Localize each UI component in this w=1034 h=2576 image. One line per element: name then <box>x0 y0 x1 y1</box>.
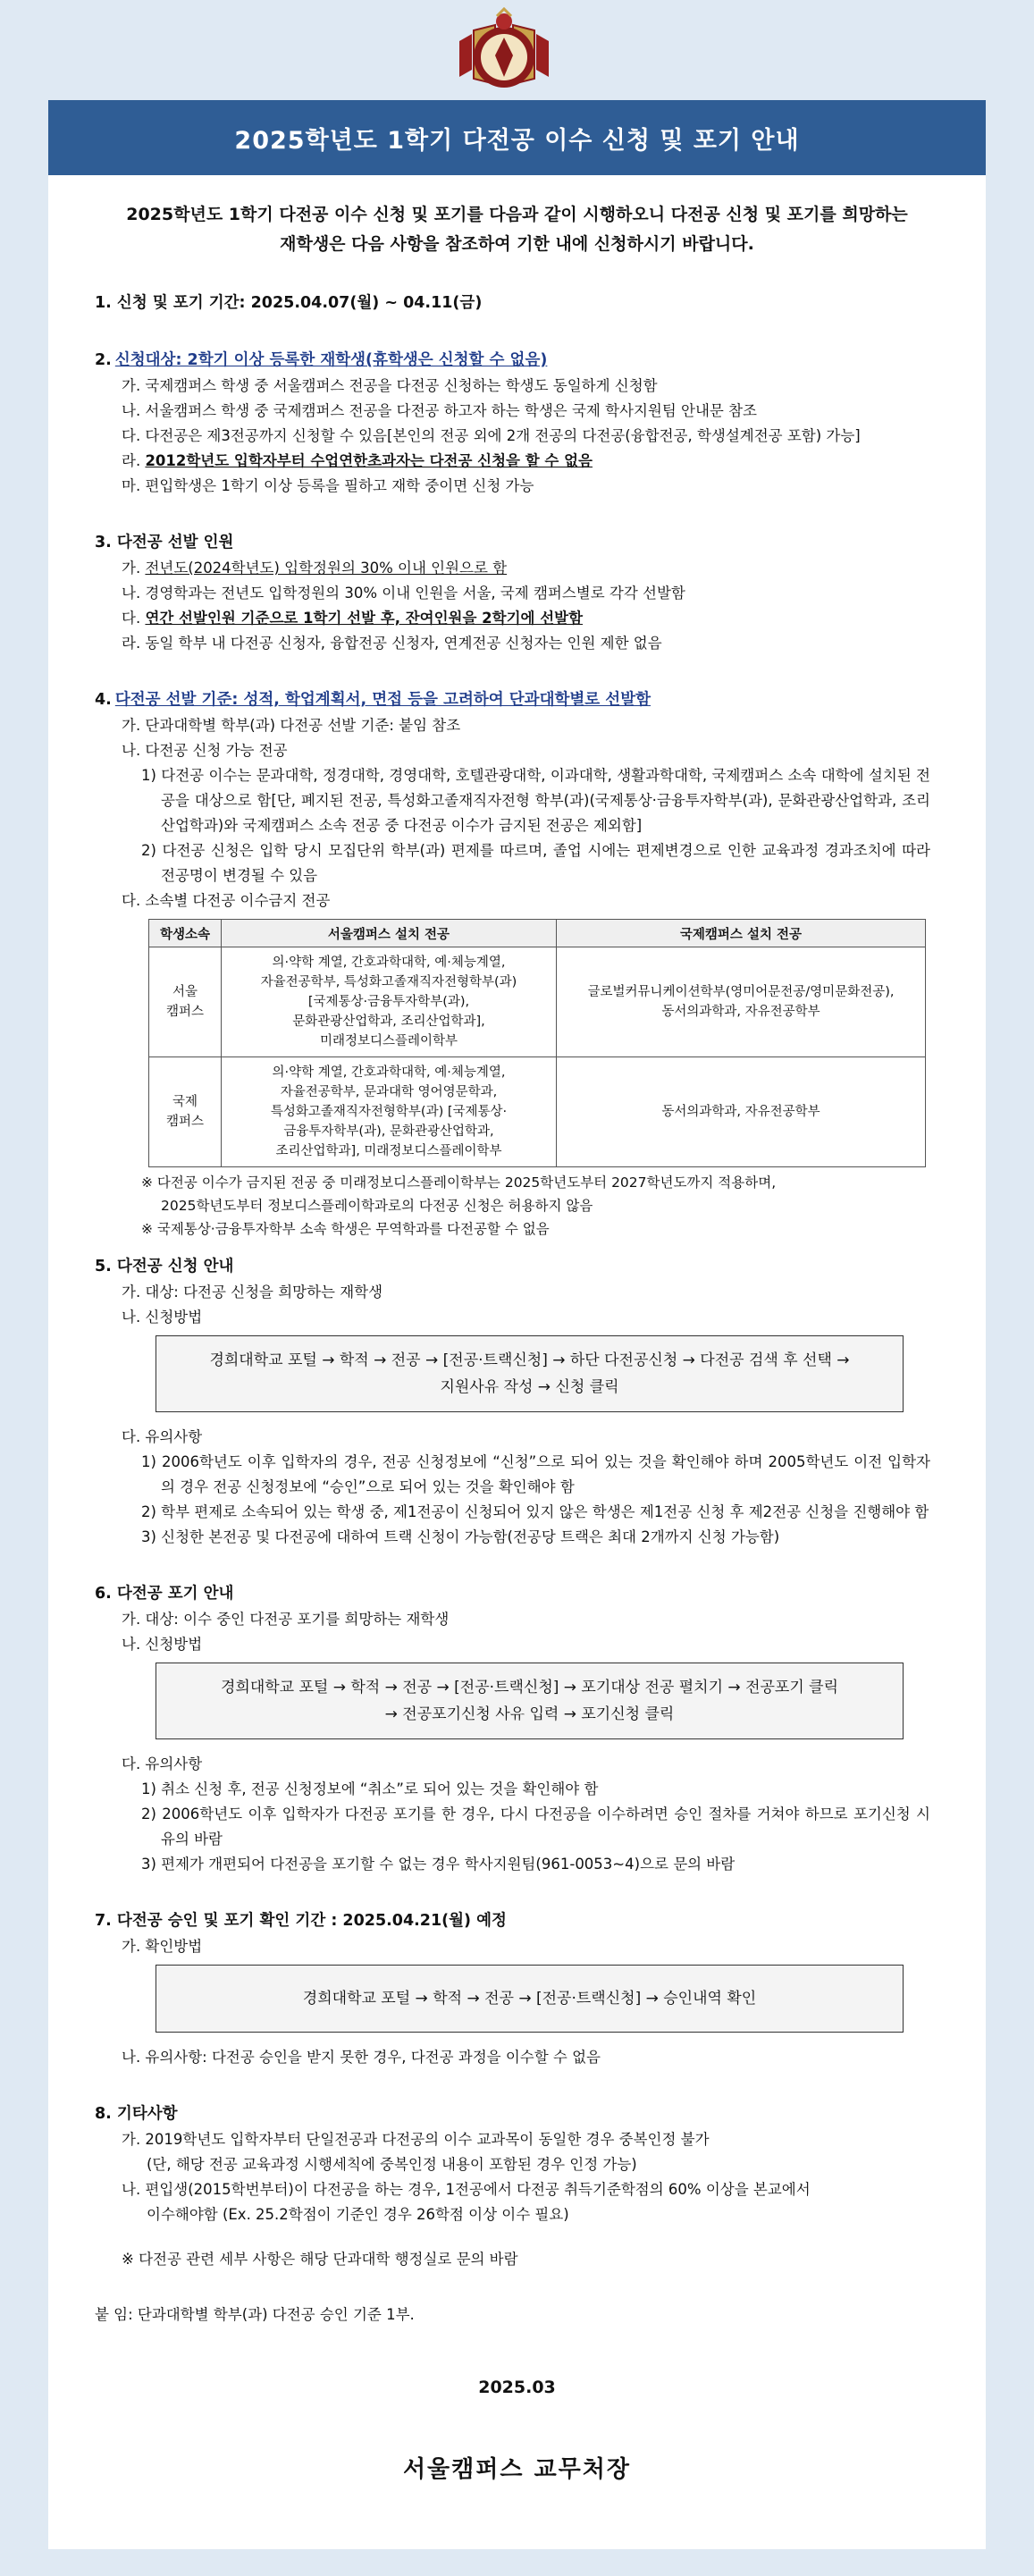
sub-list-item: 3) 신청한 본전공 및 다전공에 대하여 트랙 신청이 가능함(전공당 트랙은 최대 2개까지 신청 가능함) <box>141 1528 780 1545</box>
list-item: 라. 동일 학부 내 다전공 신청자, 융합전공 신청자, 연계전공 신청자는 인원 제한 없음 <box>122 635 662 652</box>
intro-line: 재학생은 다음 사항을 참조하여 기한 내에 신청하시기 바랍니다. <box>280 234 754 254</box>
cell-line: 자율전공학부, 문과대학 영어영문학과, <box>280 1085 498 1099</box>
list-item: 가. 대상: 이수 중인 다전공 포기를 희망하는 재학생 <box>122 1611 450 1628</box>
sub-list-item: 1) 취소 신청 후, 전공 신청정보에 “취소”로 되어 있는 것을 확인해야 함 <box>141 1780 599 1797</box>
table-cell-affiliation <box>149 947 222 1057</box>
list-item: 다. 다전공은 제3전공까지 신청할 수 있음[본인의 전공 외에 2개 전공의 다전공(융합전공, 학생설계전공 포함) 가능] <box>122 427 861 444</box>
procedure-line: → 전공포기신청 사유 입력 → 포기신청 클릭 <box>384 1705 675 1723</box>
list-item: 다. 유의사항 <box>122 1428 203 1445</box>
table-row <box>149 1057 926 1167</box>
table-cell-affiliation <box>149 1057 222 1167</box>
section-number: 4. <box>95 691 112 709</box>
list-item-emphasis: 전년도(2024학년도) 입학정원의 30% 이내 인원으로 함 <box>145 560 508 577</box>
cell-line: 의·약학 계열, 간호과학대학, 예·체능계열, <box>272 955 506 970</box>
cell-line: 의·약학 계열, 간호과학대학, 예·체능계열, <box>272 1065 506 1080</box>
list-item: 가. 국제캠퍼스 학생 중 서울캠퍼스 전공을 다전공 신청하는 학생도 동일하게 신청함 <box>122 377 658 394</box>
attachment-line: 붙 임: 단과대학별 학부(과) 다전공 승인 기준 1부. <box>95 2306 415 2323</box>
procedure-line: 지원사유 작성 → 신청 클릭 <box>440 1378 619 1396</box>
section-confirm <box>95 1907 939 2070</box>
cell-line: 국제 <box>172 1095 198 1109</box>
section-heading-text: 다전공 선발 기준: 성적, 학업계획서, 면접 등을 고려하여 단과대학별로 선발함 <box>114 691 652 709</box>
list-item: 나. 편입생(2015학번부터)이 다전공을 하는 경우, 1전공에서 다전공 취득기준학점의 60% 이상을 본교에서 <box>122 2181 811 2198</box>
list-item: 나. 유의사항: 다전공 승인을 받지 못한 경우, 다전공 과정을 이수할 수 없음 <box>122 2049 601 2066</box>
list-item: 가. 확인방법 <box>122 1938 203 1955</box>
prohibited-majors-table <box>148 919 926 1167</box>
list-item: 나. 신청방법 <box>122 1309 203 1326</box>
section-period <box>95 290 939 316</box>
footnote: ※ 다전공 이수가 금지된 전공 중 미래정보디스플레이학부는 2025학년도부터 2027학년도까지 적용하며, <box>141 1174 777 1191</box>
list-item: 가. 단과대학별 학부(과) 다전공 선발 기준: 붙임 참조 <box>122 717 461 734</box>
list-item-prefix: 라. <box>122 452 146 469</box>
list-item-emphasis: 연간 선발인원 기준으로 1학기 선발 후, 잔여인원을 2학기에 선발함 <box>145 610 584 627</box>
list-item-continuation: (단, 해당 전공 교육과정 시행세칙에 중복인정 내용이 포함된 경우 인정 가능) <box>147 2156 637 2173</box>
list-item: 나. 경영학과는 전년도 입학정원의 30% 이내 인원을 서울, 국제 캠퍼스별로 각각 선발함 <box>122 585 685 602</box>
table-cell-intl <box>557 947 926 1057</box>
list-item: 가. 2019학년도 입학자부터 단일전공과 다전공의 이수 교과목이 동일한 경우 중복인정 불가 <box>122 2131 710 2148</box>
cell-line: 서울 <box>172 985 198 999</box>
section-heading <box>95 347 939 374</box>
section-heading: 6. 다전공 포기 안내 <box>95 1585 234 1603</box>
list-item <box>95 556 939 581</box>
issue-date: 2025.03 <box>478 2378 556 2397</box>
cell-line: 자율전공학부, 특성화고졸재직자전형학부(과) <box>260 975 517 989</box>
sub-list-item: 2) 학부 편제로 소속되어 있는 학생 중, 제1전공이 신청되어 있지 않은 학생은 제1전공 신청 후 제2전공 신청을 진행해야 함 <box>141 1503 929 1520</box>
section-heading: 8. 기타사항 <box>95 2105 178 2123</box>
section-quota <box>95 529 939 656</box>
table-cell-seoul <box>222 1057 557 1167</box>
procedure-box <box>156 1663 904 1739</box>
cell-line: 문화관광산업학과, 조리산업학과], <box>292 1014 485 1029</box>
table-row <box>149 947 926 1057</box>
section-number: 2. <box>95 351 112 369</box>
procedure-line: 경희대학교 포털 → 학적 → 전공 → [전공·트랙신청] → 포기대상 전공 펼치기 → 전공포기 클릭 <box>220 1679 839 1696</box>
list-item-prefix: 가. <box>122 560 146 577</box>
section-heading: 7. 다전공 승인 및 포기 확인 기간 : 2025.04.21(월) 예정 <box>95 1912 507 1930</box>
sub-list-item: 1) 다전공 이수는 문과대학, 정경대학, 경영대학, 호텔관광대학, 이과대학, 생활과학대학, 국제캠퍼스 소속 대학에 설치된 전공을 대상으로 함[단, 폐지된 전공, 특성화고졸재직자전형 학부(과)(국제통상·금융투자학부(과), 문화관광산업학과, 조리산업학과)와 국제캠퍼스 소속 전공 중 다전공 이수가 금지된 전공은 제외함] <box>141 767 930 834</box>
table-header-row <box>149 920 926 947</box>
procedure-line: 경희대학교 포털 → 학적 → 전공 → [전공·트랙신청] → 승인내역 확인 <box>302 1990 757 2008</box>
list-item: 다. 유의사항 <box>122 1755 203 1772</box>
sub-list-item: 2) 다전공 신청은 입학 당시 모집단위 학부(과) 편제를 따르며, 졸업 시에는 편제변경으로 인한 교육과정 경과조치에 따라 전공명이 변경될 수 있음 <box>141 842 930 884</box>
intro-paragraph <box>95 200 939 259</box>
cell-line: 특성화고졸재직자전형학부(과) [국제통상· <box>270 1105 508 1119</box>
intro-line: 2025학년도 1학기 다전공 이수 신청 및 포기를 다음과 같이 시행하오니 다전공 신청 및 포기를 희망하는 <box>126 205 908 224</box>
table-cell-intl <box>557 1057 926 1167</box>
section-heading: 3. 다전공 선발 인원 <box>95 534 234 551</box>
footnote: ※ 다전공 관련 세부 사항은 해당 단과대학 행정실로 문의 바람 <box>122 2251 518 2268</box>
procedure-line: 경희대학교 포털 → 학적 → 전공 → [전공·트랙신청] → 하단 다전공신청 → 다전공 검색 후 선택 → <box>209 1351 850 1369</box>
list-item: 가. 대상: 다전공 신청을 희망하는 재학생 <box>122 1284 383 1301</box>
cell-line: 동서의과학과, 자유전공학부 <box>661 1105 820 1119</box>
list-item: 나. 서울캠퍼스 학생 중 국제캠퍼스 전공을 다전공 하고자 하는 학생은 국제 학사지원팀 안내문 참조 <box>122 402 757 419</box>
cell-line: 캠퍼스 <box>165 1115 205 1129</box>
notice-body <box>48 200 986 2484</box>
sub-list-item: 2) 2006학년도 이후 입학자가 다전공 포기를 한 경우, 다시 다전공을 이수하려면 승인 절차를 거쳐야 하므로 포기신청 시 유의 바람 <box>141 1806 930 1848</box>
signature: 서울캠퍼스 교무처장 <box>402 2456 632 2483</box>
cell-line: 동서의과학과, 자유전공학부 <box>661 1005 820 1019</box>
list-item <box>95 606 939 631</box>
section-heading-text: 신청대상: 2학기 이상 등록한 재학생(휴학생은 신청할 수 없음) <box>114 351 548 369</box>
list-item: 다. 소속별 다전공 이수금지 전공 <box>122 892 331 909</box>
table-header-cell: 국제캠퍼스 설치 전공 <box>557 920 926 947</box>
cell-line: 캠퍼스 <box>165 1005 205 1019</box>
section-heading: 1. 신청 및 포기 기간: 2025.04.07(월) ~ 04.11(금) <box>95 294 483 312</box>
section-apply <box>95 1253 939 1550</box>
list-item: 마. 편입학생은 1학기 이상 등록을 필하고 재학 중이면 신청 가능 <box>122 477 534 494</box>
table-header-cell: 서울캠퍼스 설치 전공 <box>222 920 557 947</box>
table-header-cell: 학생소속 <box>149 920 222 947</box>
sub-list-item: 1) 2006학년도 이후 입학자의 경우, 전공 신청정보에 “신청”으로 되어 있는 것을 확인해야 하며 2005학년도 이전 입학자의 경우 전공 신청정보에 “승인”으로 되어 있는 것을 확인해야 함 <box>141 1453 930 1495</box>
list-item-emphasis: 2012학년도 입학자부터 수업연한초과자는 다전공 신청을 할 수 없음 <box>145 452 593 469</box>
procedure-box <box>156 1965 904 2033</box>
sub-list-item: 3) 편제가 개편되어 다전공을 포기할 수 없는 경우 학사지원팀(961-0053~4)으로 문의 바람 <box>141 1856 736 1873</box>
list-item <box>95 449 939 474</box>
table-cell-seoul <box>222 947 557 1057</box>
footnote: 2025학년도부터 정보디스플레이학과로의 다전공 신청은 허용하지 않음 <box>161 1198 593 1214</box>
footnote: ※ 국제통상·금융투자학부 소속 학생은 무역학과를 다전공할 수 없음 <box>141 1221 550 1237</box>
section-eligibility <box>95 347 939 499</box>
section-criteria <box>95 686 939 1241</box>
notice-sheet <box>48 100 986 2549</box>
cell-line: [국제통상·금융투자학부(과), <box>307 995 470 1009</box>
university-emblem-icon <box>454 7 554 97</box>
list-item-prefix: 다. <box>122 610 146 627</box>
section-heading: 5. 다전공 신청 안내 <box>95 1258 234 1275</box>
list-item: 나. 신청방법 <box>122 1636 203 1653</box>
cell-line: 미래정보디스플레이학부 <box>319 1034 458 1048</box>
page-title: 2025학년도 1학기 다전공 이수 신청 및 포기 안내 <box>48 100 986 175</box>
list-item-continuation: 이수해야함 (Ex. 25.2학점이 기준인 경우 26학점 이상 이수 필요) <box>147 2206 569 2223</box>
cell-line: 금융투자학부(과), 문화관광산업학과, <box>283 1124 494 1139</box>
cell-line: 조리산업학과], 미래정보디스플레이학부 <box>275 1144 502 1158</box>
section-misc <box>95 2100 939 2272</box>
cell-line: 글로벌커뮤니케이션학부(영미어문전공/영미문화전공), <box>587 985 895 999</box>
list-item: 나. 다전공 신청 가능 전공 <box>122 742 288 759</box>
procedure-box <box>156 1335 904 1412</box>
section-heading <box>95 686 939 713</box>
section-withdraw <box>95 1580 939 1877</box>
